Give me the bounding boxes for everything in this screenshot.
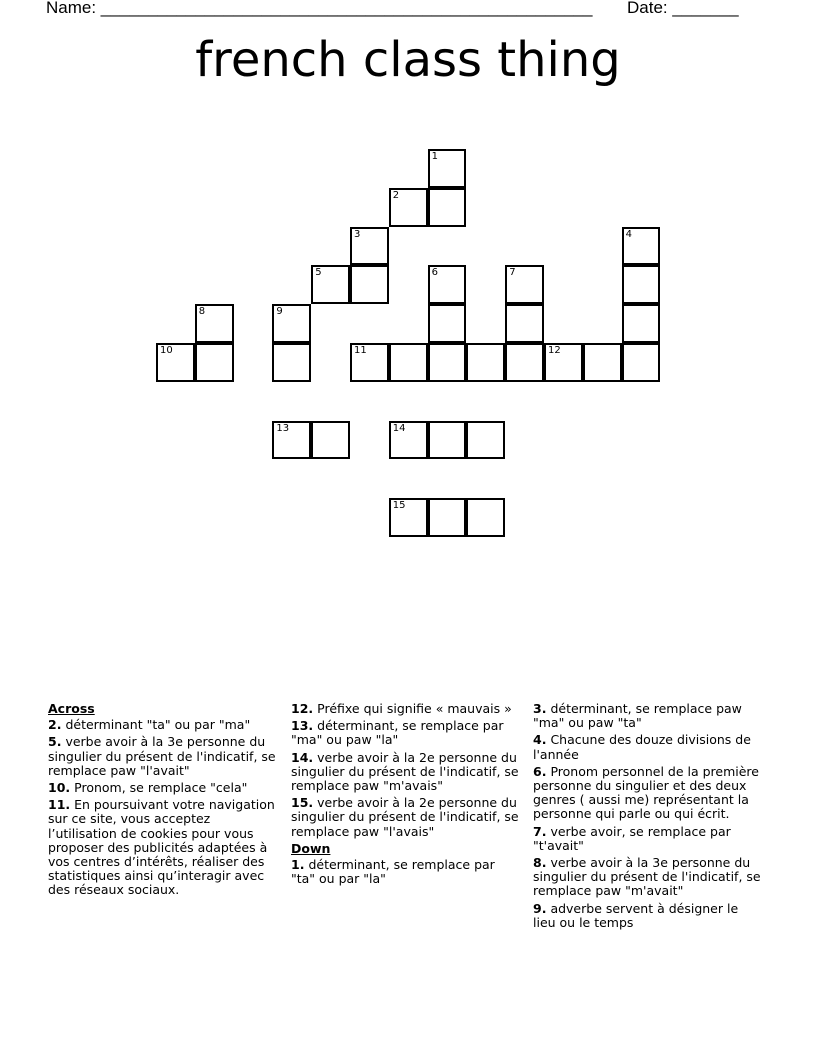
clue-text: Pronom personnel de la première personne du singulier et des deux genres ( aussi me) représentant la personne qui parle ou qui écrit. [533,763,759,822]
crossword-cell[interactable] [428,188,467,227]
clue-column-2 [291,702,521,889]
crossword-cell[interactable] [311,265,350,304]
down-clue [533,733,763,761]
crossword-cell[interactable] [195,304,234,343]
clue-number-label: 12. [291,701,314,716]
crossword-cell[interactable] [505,304,544,343]
crossword-cell[interactable] [389,343,428,382]
clue-column-1 [48,702,280,901]
crossword-cell[interactable] [156,343,195,382]
clue-text: verbe avoir à la 3e personne du singulier du présent de l'indicatif, se remplace paw "m'avait" [533,855,761,899]
clue-text: adverbe servent à désigner le lieu ou le temps [533,900,739,930]
clue-number-label: 13. [291,718,314,734]
clue-text: déterminant, se remplace par "ma" ou paw "la" [291,718,504,748]
clue-number-label: 1. [291,857,305,873]
clue-number: 6 [431,267,438,279]
crossword-cell[interactable] [428,265,467,304]
clue-text: verbe avoir à la 2e personne du singulier du présent de l'indicatif, se remplace paw "m'avais" [291,749,519,794]
page-title: french class thing [195,32,621,88]
date-field-label: Date: _______ [627,0,739,17]
clue-text: verbe avoir, se remplace par "t'avait" [533,823,731,853]
clue-number-label: 10. [48,780,71,796]
clue-text: verbe avoir à la 3e personne du singulier du présent de l'indicatif, se remplace paw "l'avait" [48,734,276,778]
crossword-cell[interactable] [622,265,661,304]
crossword-cell[interactable] [428,498,467,537]
down-clue [533,902,763,930]
clue-number: 9 [276,306,283,318]
clue-number: 2 [392,189,400,201]
clue-number-label: 9. [533,900,547,916]
crossword-cell[interactable] [272,421,311,460]
crossword-cell[interactable] [622,227,661,266]
down-clue [533,702,763,730]
clue-text: En poursuivant votre navigation sur ce site, vous acceptez l’utilisation de cookies pour vous proposer des publicités adaptées à vos centres d’intérêts, réaliser des statistiques ainsi qu’interagir avec des réseaux sociaux. [48,797,275,898]
crossword-cell[interactable] [428,343,467,382]
clue-number: 11 [354,345,367,356]
clue-number: 1 [431,151,438,162]
clue-number: 3 [354,228,361,240]
crossword-cell[interactable] [505,343,544,382]
clue-number: 4 [625,228,632,240]
crossword-cell[interactable] [389,498,428,537]
clue-text: déterminant "ta" ou par "ma" [65,717,251,733]
crossword-cell[interactable] [466,343,505,382]
crossword-cell[interactable] [466,498,505,537]
clue-column-3 [533,702,763,933]
across-clue [48,798,280,897]
crossword-cell[interactable] [195,343,234,382]
down-clue [533,856,763,899]
clue-text: Pronom, se remplace "cela" [74,780,248,796]
clue-number: 14 [392,422,406,434]
across-clue [291,702,521,716]
clue-number-label: 2. [48,717,62,733]
clue-number-label: 6. [533,763,547,779]
clue-number-label: 15. [291,795,314,811]
clue-number: 15 [392,500,406,512]
crossword-cell[interactable] [350,265,389,304]
crossword-cell[interactable] [389,421,428,460]
crossword-cell[interactable] [428,304,467,343]
crossword-cell[interactable] [311,421,350,460]
clue-text: déterminant, se remplace paw "ma" ou paw "ta" [533,701,742,731]
crossword-cell[interactable] [583,343,622,382]
clue-number: 5 [315,267,322,279]
across-clue [291,751,521,794]
clue-text: verbe avoir à la 2e personne du singulier du présent de l'indicatif, se remplace paw "l'avais" [291,795,519,839]
clue-number-label: 8. [533,855,547,871]
clue-number: 10 [160,345,173,356]
name-field-label: Name: ____________________________________________________ [46,0,593,17]
clue-number: 8 [198,306,206,318]
crossword-cell[interactable] [544,343,583,382]
across-clue [291,719,521,747]
crossword-cell[interactable] [466,421,505,460]
clue-number: 12 [548,345,561,356]
crossword-cell[interactable] [622,304,661,343]
crossword-cell[interactable] [505,265,544,304]
clue-text: Chacune des douze divisions de l'année [533,732,751,762]
clue-number: 13 [276,422,290,434]
clue-number-label: 3. [533,701,547,716]
clue-number-label: 5. [48,734,62,750]
crossword-cell[interactable] [622,343,661,382]
clue-number-label: 11. [48,797,71,813]
down-heading: Down [291,840,331,856]
across-clue [48,718,280,732]
crossword-cell[interactable] [272,304,311,343]
clue-number: 7 [509,267,516,279]
across-clue [291,796,521,839]
across-clue [48,735,280,778]
crossword-cell[interactable] [350,343,389,382]
clue-number-label: 14. [291,749,314,765]
crossword-cell[interactable] [428,421,467,460]
crossword-cell[interactable] [389,188,428,227]
across-clue [48,781,280,795]
clue-number-label: 4. [533,732,547,748]
crossword-cell[interactable] [272,343,311,382]
crossword-cell[interactable] [350,227,389,266]
crossword-cell[interactable] [428,149,467,188]
across-heading: Across [48,701,95,716]
down-clue [291,858,521,886]
clue-text: Préfixe qui signifie « mauvais » [317,701,512,716]
clue-text: déterminant, se remplace par "ta" ou par "la" [291,857,495,887]
clue-number-label: 7. [533,823,547,839]
down-clue [533,825,763,853]
down-clue [533,765,763,822]
